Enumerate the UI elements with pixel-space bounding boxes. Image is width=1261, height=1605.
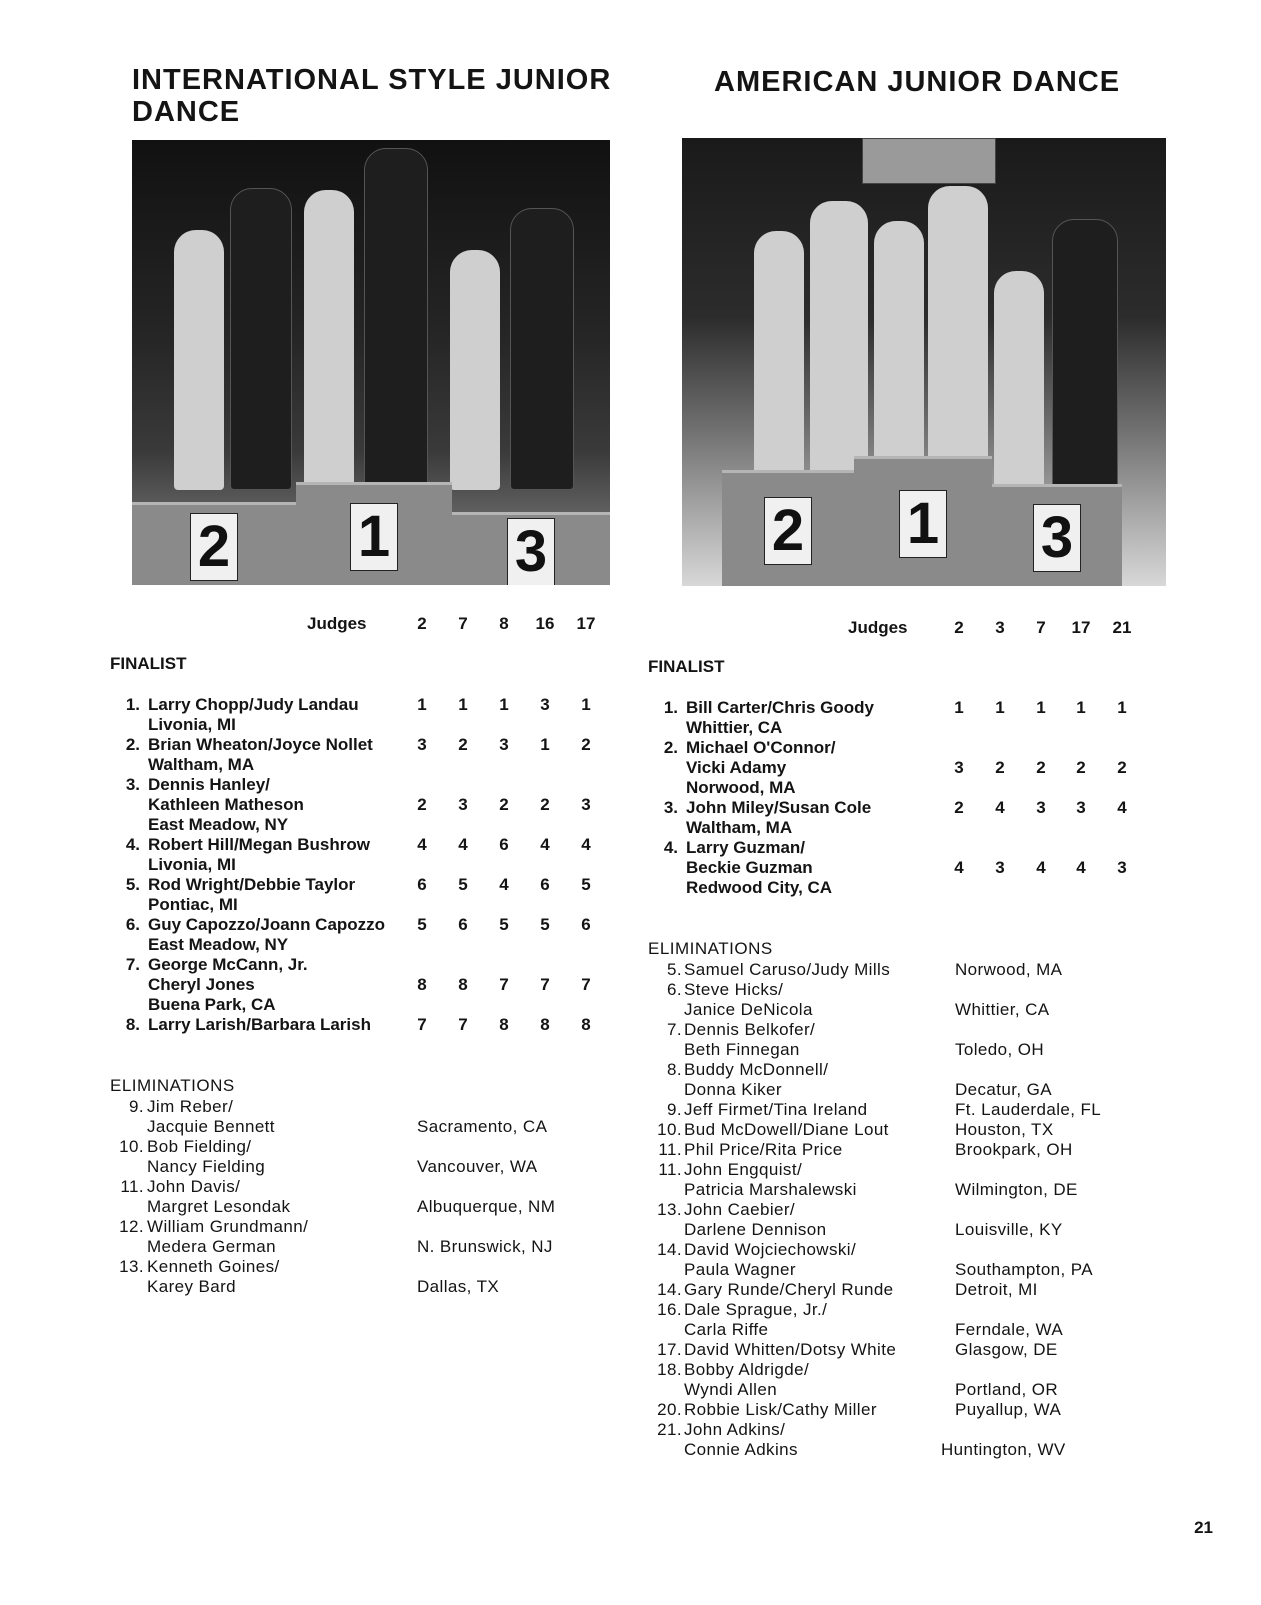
finalist-names: Vicki Adamy [686, 758, 787, 777]
judge-number: 7 [458, 614, 468, 633]
podium-number-2: 2 [190, 513, 238, 581]
elimination-names: Bobby Aldrigde/ [684, 1360, 810, 1379]
finalist-city: East Meadow, NY [148, 935, 289, 954]
elimination-names: Darlene Dennison [684, 1220, 827, 1239]
judge-score: 5 [540, 915, 550, 934]
finalist-names: Guy Capozzo/Joann Capozzo [148, 915, 386, 934]
elimination-rank: 20. [657, 1400, 682, 1419]
judge-score: 2 [499, 795, 509, 814]
podium-number-3: 3 [1033, 504, 1081, 572]
judge-score: 8 [540, 1015, 550, 1034]
elimination-names: Dennis Belkofer/ [684, 1020, 816, 1039]
elimination-city: Sacramento, CA [417, 1117, 548, 1136]
elimination-city: Dallas, TX [417, 1277, 500, 1296]
podium-second [722, 470, 854, 586]
judge-score: 2 [995, 758, 1005, 777]
judge-score: 1 [1036, 698, 1046, 717]
finalist-city: Whittier, CA [686, 718, 783, 737]
judge-score: 7 [581, 975, 591, 994]
podium-third [452, 512, 610, 585]
elimination-city: Vancouver, WA [417, 1157, 538, 1176]
skater-figure [174, 230, 224, 490]
judge-number: 7 [1036, 618, 1046, 637]
elimination-names: David Wojciechowski/ [684, 1240, 857, 1259]
finalist-rank: 3. [125, 775, 140, 794]
eliminations-label: ELIMINATIONS [110, 1076, 235, 1095]
elimination-names: John Engquist/ [684, 1160, 803, 1179]
judge-score: 3 [417, 735, 427, 754]
judge-number: 17 [1071, 618, 1091, 637]
international-style-title: INTERNATIONAL STYLE JUNIOR DANCE [132, 64, 612, 128]
elimination-city: Houston, TX [955, 1120, 1054, 1139]
elimination-city: Brookpark, OH [955, 1140, 1073, 1159]
elimination-names: Jacquie Bennett [147, 1117, 275, 1136]
elimination-names: Wyndi Allen [684, 1380, 778, 1399]
finalist-city: Redwood City, CA [686, 878, 833, 897]
judge-score: 4 [1036, 858, 1046, 877]
podium-number-1: 1 [350, 503, 398, 571]
podium-number-2: 2 [764, 497, 812, 565]
judge-score: 3 [995, 858, 1005, 877]
judge-score: 3 [954, 758, 964, 777]
elimination-rank: 13. [119, 1257, 144, 1276]
podium-first [854, 456, 992, 586]
finalist-names: Larry Larish/Barbara Larish [148, 1015, 371, 1034]
skater-figure [754, 231, 804, 491]
skater-figure [230, 188, 292, 490]
elimination-rank: 8. [667, 1060, 682, 1079]
finalist-rank: 2. [663, 738, 678, 757]
judge-score: 2 [1036, 758, 1046, 777]
finalist-names: Larry Guzman/ [686, 838, 806, 857]
elimination-rank: 11. [120, 1177, 144, 1196]
international-podium-photo [132, 140, 610, 585]
judge-score: 2 [581, 735, 591, 754]
judges-label: Judges [848, 618, 908, 637]
elimination-names: Robbie Lisk/Cathy Miller [684, 1400, 877, 1419]
finalist-names: Larry Chopp/Judy Landau [148, 695, 359, 714]
elimination-city: Decatur, GA [955, 1080, 1052, 1099]
skater-figure [810, 201, 868, 491]
judge-number: 3 [995, 618, 1005, 637]
judge-score: 4 [1117, 798, 1127, 817]
podium-first [296, 482, 452, 585]
skater-figure [450, 250, 500, 490]
elimination-city: Puyallup, WA [955, 1400, 1062, 1419]
elimination-rank: 10. [657, 1120, 682, 1139]
finalist-names: Brian Wheaton/Joyce Nollet [148, 735, 373, 754]
skater-figure [304, 190, 354, 490]
skater-figure [994, 271, 1044, 491]
elimination-names: Nancy Fielding [147, 1157, 266, 1176]
finalist-city: Waltham, MA [148, 755, 255, 774]
judge-score: 4 [954, 858, 964, 877]
finalist-names: Cheryl Jones [148, 975, 255, 994]
judge-score: 5 [499, 915, 509, 934]
finalist-names: Kathleen Matheson [148, 795, 304, 814]
finalist-rank: 3. [663, 798, 678, 817]
elimination-rank: 17. [657, 1340, 682, 1359]
judge-score: 3 [1117, 858, 1127, 877]
judge-number: 8 [499, 614, 509, 633]
judge-score: 1 [1117, 698, 1127, 717]
finalist-label: FINALIST [648, 657, 725, 676]
elimination-city: Huntington, WV [941, 1440, 1066, 1459]
judge-score: 1 [458, 695, 468, 714]
finalist-rank: 4. [125, 835, 140, 854]
judge-score: 6 [499, 835, 509, 854]
eliminations-label: ELIMINATIONS [648, 939, 773, 958]
elimination-city: Ferndale, WA [955, 1320, 1064, 1339]
judge-score: 3 [581, 795, 591, 814]
elimination-rank: 13. [657, 1200, 682, 1219]
elimination-city: Glasgow, DE [955, 1340, 1058, 1359]
judge-number: 17 [576, 614, 596, 633]
judge-score: 1 [954, 698, 964, 717]
judge-score: 3 [499, 735, 509, 754]
elimination-city: Southampton, PA [955, 1260, 1093, 1279]
elimination-names: John Davis/ [147, 1177, 241, 1196]
finalist-city: East Meadow, NY [148, 815, 289, 834]
american-title: AMERICAN JUNIOR DANCE [714, 66, 1121, 98]
finalist-names: Bill Carter/Chris Goody [686, 698, 874, 717]
judge-score: 3 [540, 695, 550, 714]
elimination-names: John Caebier/ [684, 1200, 796, 1219]
judge-number: 2 [417, 614, 427, 633]
judge-score: 3 [1076, 798, 1086, 817]
skater-figure [364, 148, 428, 490]
elimination-names: Janice DeNicola [684, 1000, 813, 1019]
judge-score: 6 [581, 915, 591, 934]
elimination-names: Patricia Marshalewski [684, 1180, 857, 1199]
rink-banner [862, 138, 996, 184]
podium-number-1: 1 [899, 490, 947, 558]
judge-number: 2 [954, 618, 964, 637]
finalist-label: FINALIST [110, 654, 187, 673]
finalist-city: Waltham, MA [686, 818, 793, 837]
finalist-rank: 1. [125, 695, 140, 714]
judge-score: 4 [540, 835, 550, 854]
finalist-rank: 1. [663, 698, 678, 717]
judge-score: 5 [581, 875, 591, 894]
judge-score: 2 [458, 735, 468, 754]
finalist-rank: 6. [125, 915, 140, 934]
judge-score: 4 [1076, 858, 1086, 877]
finalist-names: Michael O'Connor/ [686, 738, 836, 757]
elimination-names: Jim Reber/ [147, 1097, 234, 1116]
elimination-rank: 7. [667, 1020, 682, 1039]
judge-score: 1 [995, 698, 1005, 717]
elimination-rank: 21. [657, 1420, 682, 1439]
judge-score: 4 [581, 835, 591, 854]
elimination-names: John Adkins/ [684, 1420, 786, 1439]
judge-score: 7 [458, 1015, 468, 1034]
judge-score: 3 [458, 795, 468, 814]
elimination-rank: 18. [657, 1360, 682, 1379]
elimination-names: Bob Fielding/ [147, 1137, 252, 1156]
elimination-rank: 16. [657, 1300, 682, 1319]
elimination-rank: 9. [129, 1097, 144, 1116]
elimination-names: Dale Sprague, Jr./ [684, 1300, 828, 1319]
finalist-names: George McCann, Jr. [148, 955, 308, 974]
american-podium-photo [682, 138, 1166, 586]
judge-score: 2 [954, 798, 964, 817]
elimination-names: William Grundmann/ [147, 1217, 309, 1236]
finalist-rank: 7. [125, 955, 140, 974]
judge-number: 16 [535, 614, 555, 633]
elimination-city: Louisville, KY [955, 1220, 1063, 1239]
elimination-rank: 11. [658, 1140, 682, 1159]
judge-score: 4 [995, 798, 1005, 817]
skater-figure [928, 186, 988, 491]
elimination-city: Toledo, OH [955, 1040, 1045, 1059]
elimination-rank: 14. [657, 1280, 682, 1299]
elimination-rank: 6. [667, 980, 682, 999]
finalist-names: Dennis Hanley/ [148, 775, 270, 794]
elimination-city: Wilmington, DE [955, 1180, 1078, 1199]
elimination-city: Whittier, CA [955, 1000, 1050, 1019]
judge-score: 3 [1036, 798, 1046, 817]
elimination-names: Samuel Caruso/Judy Mills [684, 960, 891, 979]
finalist-rank: 4. [663, 838, 678, 857]
finalist-city: Buena Park, CA [148, 995, 276, 1014]
page-number: 21 [1194, 1518, 1213, 1537]
elimination-names: Gary Runde/Cheryl Runde [684, 1280, 894, 1299]
elimination-rank: 12. [119, 1217, 144, 1236]
judge-score: 1 [540, 735, 550, 754]
elimination-city: N. Brunswick, NJ [417, 1237, 553, 1256]
elimination-rank: 5. [667, 960, 682, 979]
elimination-rank: 14. [657, 1240, 682, 1259]
podium-third [992, 484, 1122, 586]
judges-label: Judges [307, 614, 367, 633]
finalist-names: John Miley/Susan Cole [686, 798, 872, 817]
skater-figure [874, 221, 924, 491]
elimination-names: Karey Bard [147, 1277, 237, 1296]
elimination-city: Portland, OR [955, 1380, 1059, 1399]
judge-score: 8 [458, 975, 468, 994]
elimination-rank: 10. [119, 1137, 144, 1156]
finalist-rank: 8. [125, 1015, 140, 1034]
skater-figure [510, 208, 574, 490]
judge-score: 5 [417, 915, 427, 934]
elimination-names: Buddy McDonnell/ [684, 1060, 829, 1079]
elimination-names: Paula Wagner [684, 1260, 796, 1279]
judge-score: 6 [417, 875, 427, 894]
elimination-names: Jeff Firmet/Tina Ireland [684, 1100, 868, 1119]
elimination-names: Donna Kiker [684, 1080, 782, 1099]
finalist-city: Pontiac, MI [148, 895, 238, 914]
finalist-rank: 2. [125, 735, 140, 754]
judge-score: 6 [540, 875, 550, 894]
elimination-rank: 9. [667, 1100, 682, 1119]
judge-score: 2 [417, 795, 427, 814]
finalist-names: Beckie Guzman [686, 858, 813, 877]
judge-score: 8 [417, 975, 427, 994]
judge-score: 4 [499, 875, 509, 894]
skater-figure [1052, 219, 1118, 491]
elimination-names: Kenneth Goines/ [147, 1257, 280, 1276]
judge-score: 7 [417, 1015, 427, 1034]
elimination-names: Phil Price/Rita Price [684, 1140, 843, 1159]
judge-score: 2 [540, 795, 550, 814]
judge-score: 6 [458, 915, 468, 934]
elimination-names: Bud McDowell/Diane Lout [684, 1120, 889, 1139]
elimination-city: Ft. Lauderdale, FL [955, 1100, 1102, 1119]
elimination-rank: 11. [658, 1160, 682, 1179]
finalist-rank: 5. [125, 875, 140, 894]
judge-score: 1 [417, 695, 427, 714]
elimination-names: Medera German [147, 1237, 276, 1256]
judge-score: 2 [1117, 758, 1127, 777]
elimination-names: Margret Lesondak [147, 1197, 291, 1216]
elimination-names: Carla Riffe [684, 1320, 769, 1339]
elimination-city: Detroit, MI [955, 1280, 1038, 1299]
judge-score: 8 [499, 1015, 509, 1034]
finalist-city: Livonia, MI [148, 855, 236, 874]
elimination-names: Connie Adkins [684, 1440, 798, 1459]
podium-second [132, 502, 296, 585]
judge-score: 7 [540, 975, 550, 994]
judge-score: 4 [458, 835, 468, 854]
judge-score: 8 [581, 1015, 591, 1034]
judge-score: 4 [417, 835, 427, 854]
finalist-names: Robert Hill/Megan Bushrow [148, 835, 370, 854]
podium-number-3: 3 [507, 518, 555, 586]
judge-score: 5 [458, 875, 468, 894]
elimination-names: Beth Finnegan [684, 1040, 800, 1059]
judge-score: 2 [1076, 758, 1086, 777]
judge-score: 1 [499, 695, 509, 714]
elimination-names: Steve Hicks/ [684, 980, 784, 999]
finalist-names: Rod Wright/Debbie Taylor [148, 875, 356, 894]
elimination-names: David Whitten/Dotsy White [684, 1340, 897, 1359]
judge-score: 1 [581, 695, 591, 714]
judge-number: 21 [1112, 618, 1132, 637]
finalist-city: Livonia, MI [148, 715, 236, 734]
judge-score: 1 [1076, 698, 1086, 717]
elimination-city: Albuquerque, NM [417, 1197, 556, 1216]
finalist-city: Norwood, MA [686, 778, 796, 797]
judge-score: 7 [499, 975, 509, 994]
elimination-city: Norwood, MA [955, 960, 1063, 979]
